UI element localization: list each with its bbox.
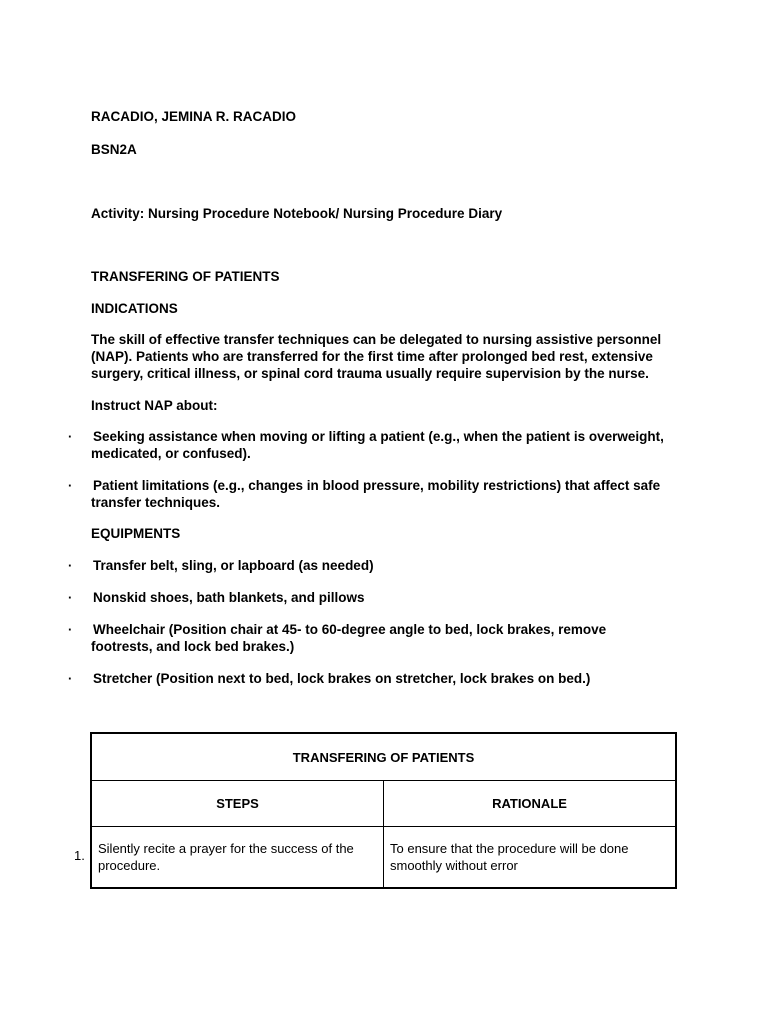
student-section: BSN2A (91, 142, 137, 157)
bullet-icon: · (68, 478, 73, 493)
indications-heading: INDICATIONS (91, 301, 178, 316)
equipment-item-line1: Wheelchair (Position chair at 45- to 60-degree angle to bed, lock brakes, remove (93, 622, 607, 637)
bullet-icon: · (68, 558, 73, 573)
instruct-item-line2: transfer techniques. (91, 495, 221, 510)
instruct-heading: Instruct NAP about: (91, 398, 218, 413)
step-number: 1. (74, 848, 85, 863)
instruct-item-line1: Patient limitations (e.g., changes in blood pressure, mobility restrictions) that affect safe (93, 478, 661, 493)
indications-text: The skill of effective transfer techniques can be delegated to nursing assistive personnel (NAP). Patients who are transferred for the first time after prolonged bed rest, extensive surgery, critical illness, or spinal cord trauma usually require supervision by the nurse. (91, 332, 662, 381)
procedure-title: TRANSFERING OF PATIENTS (91, 269, 280, 284)
equipment-item-line2: footrests, and lock bed brakes.) (91, 639, 295, 654)
procedure-table (90, 732, 677, 889)
step-cell: Silently recite a prayer for the success of the procedure. (91, 827, 384, 889)
instruct-item (91, 428, 686, 462)
equipments-heading: EQUIPMENTS (91, 526, 181, 541)
table-row (91, 827, 676, 889)
equipment-item (91, 557, 686, 574)
instruct-item-line1: Seeking assistance when moving or lifting a patient (e.g., when the patient is overweight, (93, 429, 664, 444)
rationale-cell: To ensure that the procedure will be done smoothly without error (384, 827, 677, 889)
student-name: RACADIO, JEMINA R. RACADIO (91, 109, 297, 124)
column-header-rationale: RATIONALE (384, 781, 677, 827)
column-header-steps: STEPS (91, 781, 384, 827)
equipment-item-line1: Transfer belt, sling, or lapboard (as needed) (93, 558, 374, 573)
bullet-icon: · (68, 590, 73, 605)
equipment-item-line1: Stretcher (Position next to bed, lock brakes on stretcher, lock brakes on bed.) (93, 671, 591, 686)
equipment-item (91, 589, 686, 606)
equipment-item (91, 621, 686, 655)
equipment-item-line1: Nonskid shoes, bath blankets, and pillows (93, 590, 365, 605)
equipment-item (91, 670, 686, 687)
activity-title: Activity: Nursing Procedure Notebook/ Nursing Procedure Diary (91, 206, 503, 221)
bullet-icon: · (68, 622, 73, 637)
instruct-item (91, 477, 686, 511)
instruct-item-line2: medicated, or confused). (91, 446, 251, 461)
bullet-icon: · (68, 429, 73, 444)
table-title: TRANSFERING OF PATIENTS (91, 733, 676, 781)
bullet-icon: · (68, 671, 73, 686)
